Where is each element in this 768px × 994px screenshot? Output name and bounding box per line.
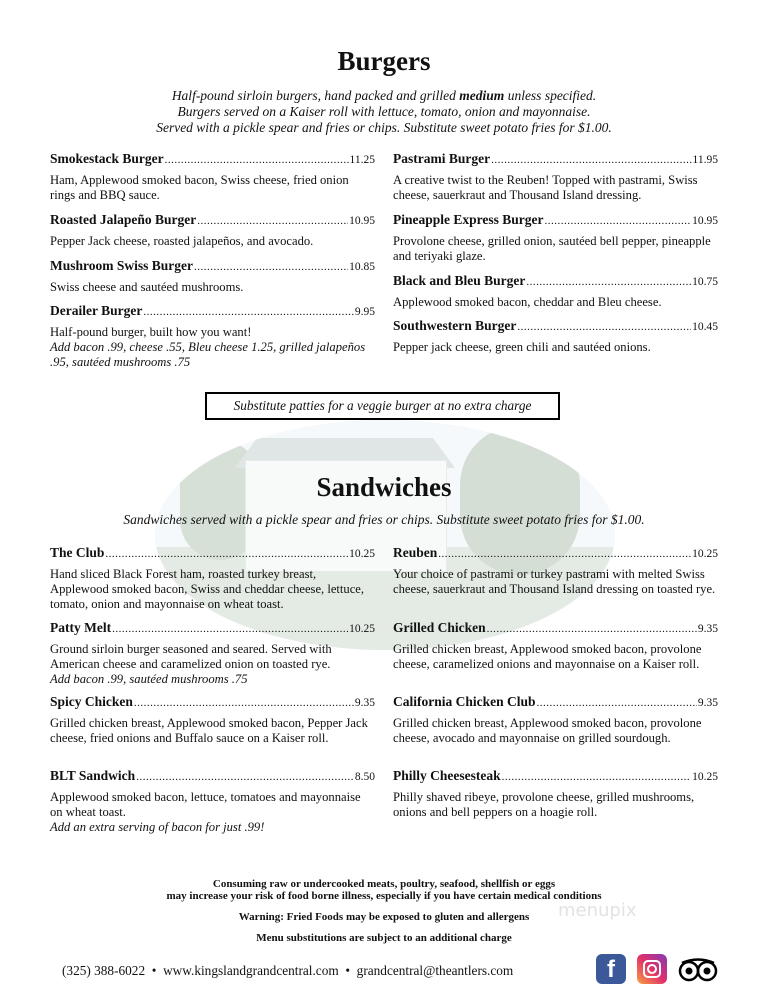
item-name: Black and Bleu Burger [393,273,526,288]
email-link[interactable]: grandcentral@theantlers.com [356,963,514,978]
tripadvisor-icon[interactable] [678,958,718,982]
item-note: Add bacon .99, sautéed mushrooms .75 [50,672,248,686]
item-description: Your choice of pastrami or turkey pastrami with melted Swiss cheese, sauerkraut and Thousand Island dressing on toasted rye. [393,567,716,596]
item-description: Grilled chicken breast, Applewood smoked bacon, provolone cheese, caramelized onions and mayonnaise on a Kaiser roll. [393,642,702,671]
item-description: Ground sirloin burger seasoned and seared. Served with American cheese and caramelized onion on toasted rye. [50,642,332,671]
item-price: 10.85 [349,261,375,273]
phone-number: (325) 388-6022 [62,963,146,978]
item-price: 9.35 [697,697,718,709]
item-description: Half-pound burger, built how you want! [50,325,252,339]
item-description: Applewood smoked bacon, lettuce, tomatoes and mayonnaise on wheat toast. [50,790,361,819]
item-description: Provolone cheese, grilled onion, sautéed bell pepper, pineapple and teriyaki glaze. [393,234,711,263]
menu-item [50,258,375,295]
item-name: Reuben [393,545,438,560]
item-price: 10.95 [692,215,718,227]
menu-item [50,545,375,612]
item-price: 10.25 [349,623,375,635]
item-price: 9.35 [697,623,718,635]
item-price: 11.25 [349,154,375,166]
contact-line: (325) 388-6022 • www.kingslandgrandcentral.com • grandcentral@theantlers.com [62,963,514,978]
menu-item [50,768,375,835]
item-description: Grilled chicken breast, Applewood smoked bacon, provolone cheese, avocado and mayonnaise on grilled sourdough. [393,716,702,745]
item-price: 9.35 [354,697,375,709]
menu-item [393,273,718,310]
substitution-note: Menu substitutions are subject to an additional charge [256,932,512,944]
item-name: BLT Sandwich [50,768,136,783]
item-name: Pastrami Burger [393,151,491,166]
menu-item [50,151,375,203]
item-description: Ham, Applewood smoked bacon, Swiss cheese, fried onion rings and BBQ sauce. [50,173,349,202]
item-price: 8.50 [354,771,375,783]
menu-item [393,768,718,820]
gluten-warning: Warning: Fried Foods may be exposed to gluten and allergens [238,911,530,923]
menu-item [50,303,375,370]
item-description: Pepper Jack cheese, roasted jalapeños, and avocado. [50,234,314,248]
item-description: Grilled chicken breast, Applewood smoked bacon, Pepper Jack cheese, fried onions and Buffalo sauce on a Kaiser roll. [50,716,368,745]
burgers-title: Burgers [337,46,431,76]
item-name: Derailer Burger [50,303,143,318]
item-name: Spicy Chicken [50,694,133,709]
item-description: Swiss cheese and sautéed mushrooms. [50,280,244,294]
menu-item [393,545,718,597]
item-note: Add bacon .99, cheese .55, Bleu cheese 1.25, grilled jalapeños .95, sautéed mushrooms .75 [50,340,366,369]
item-description: A creative twist to the Reuben! Topped with pastrami, Swiss cheese, sauerkraut and Thousand Island dressing. [393,173,698,202]
item-description: Pepper jack cheese, green chili and sautéed onions. [393,340,651,354]
item-description: Applewood smoked bacon, cheddar and Bleu cheese. [393,295,662,309]
item-name: Roasted Jalapeño Burger [50,212,197,227]
item-name: Grilled Chicken [393,620,486,635]
burgers-intro: Half-pound sirloin burgers, hand packed and grilled medium unless specified. Burgers served on a Kaiser roll with lettuce, tomato, onion and mayonnaise. Served with a pickle spear and fries or chips. Substitute sweet potato fries for $1.00. [156,88,612,135]
item-name: Mushroom Swiss Burger [50,258,194,273]
item-name: Pineapple Express Burger [393,212,544,227]
sandwiches-intro: Sandwiches served with a pickle spear and fries or chips. Substitute sweet potato fries for $1.00. [123,512,645,527]
item-price: 9.95 [354,306,375,318]
item-name: Smokestack Burger [50,151,164,166]
website-link[interactable]: www.kingslandgrandcentral.com [163,963,339,978]
menu-item [50,620,375,687]
item-name: California Chicken Club [393,694,536,709]
food-safety-warning: Consuming raw or undercooked meats, poultry, seafood, shellfish or eggs may increase your risk of food borne illness, especially if you have certain medical conditions [166,878,602,902]
item-name: Philly Cheesesteak [393,768,501,783]
menu-item [50,212,375,249]
menu-item [393,212,718,264]
item-price: 10.95 [349,215,375,227]
menu-item [393,620,718,672]
item-name: Southwestern Burger [393,318,517,333]
item-name: Patty Melt [50,620,112,635]
background-photo [155,420,615,650]
item-name: The Club [50,545,105,560]
menu-item [393,318,718,355]
menu-item [50,694,375,746]
sandwiches-title: Sandwiches [316,472,452,502]
item-note: Add an extra serving of bacon for just .99! [50,820,265,834]
item-price: 10.25 [692,771,718,783]
item-price: 10.25 [349,548,375,560]
veggie-burger-note: Substitute patties for a veggie burger at no extra charge [205,392,560,420]
menu-item [393,694,718,746]
item-price: 10.75 [692,276,718,288]
item-price: 10.45 [692,321,718,333]
menu-item [393,151,718,203]
item-price: 11.95 [692,154,718,166]
item-description: Philly shaved ribeye, provolone cheese, grilled mushrooms, onions and bell peppers on a hoagie roll. [393,790,695,819]
instagram-icon[interactable] [637,954,667,984]
item-price: 10.25 [692,548,718,560]
item-description: Hand sliced Black Forest ham, roasted turkey breast, Applewood smoked bacon, Swiss and cheddar cheese, lettuce, tomato, onion and mayonnaise on wheat toast. [50,567,365,611]
facebook-icon[interactable]: f [596,954,626,984]
menupix-watermark: menupix [558,900,637,921]
